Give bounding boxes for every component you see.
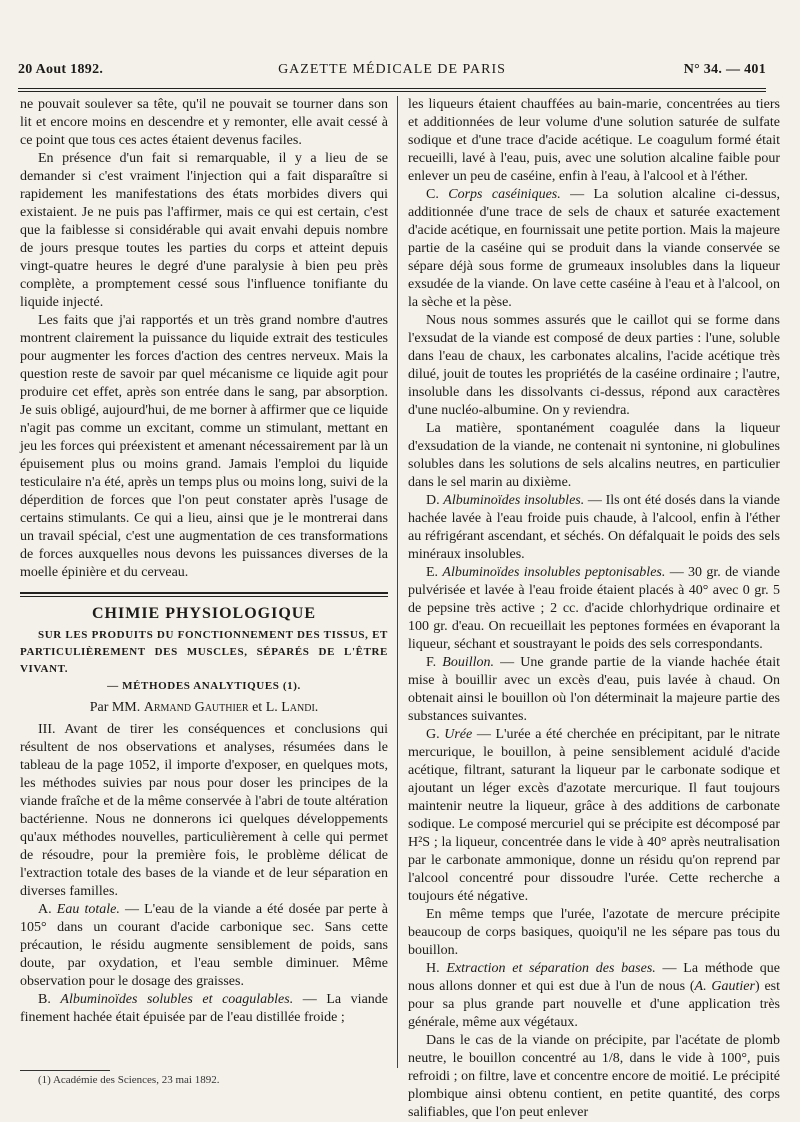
footnote-rule [20,1070,110,1071]
subsection-title: Albuminoïdes solubles et coagulables. [60,992,294,1007]
subsection-title: Bouillon. [442,655,495,670]
paragraph-d: D. Albuminoïdes insolubles. — Ils ont été dosés dans la viande hachée lavée à l'eau froide puis chaude, à l'alcool, enfin à l'éther au réfrigérant ascendant, et séchés. On défalquait le poids des sels minéraux insolubles. [408,493,781,562]
article-authors [20,699,388,717]
paragraph: En présence d'un fait si remarquable, il y a lieu de se demander si c'est vraiment l'injection qui a fait disparaître si rapidement les manifestations des états morbides divers qui existaient. Je ne puis pas l'affirmer, mais ce qui est certain, c'est que la faiblesse si considérable qui avait envahi depuis nombre de jours presque toutes les parties du corps et atteint depuis vingt-quatre heures le degré d'une paralysie à bien peu près complète, a promptement cessé sous l'influence tonifiante du liquide injecté. [20,151,388,310]
authors-prefix: Par MM. [89,700,141,715]
column-divider [397,96,398,1068]
issue-page-number: N° 34. — 401 [683,62,766,77]
author-reference: A. Gautier [694,979,755,994]
right-column [408,96,781,1120]
left-column [20,96,388,1080]
paragraph-e: E. Albuminoïdes insolubles peptonisables. — 30 gr. de viande pulvérisée et lavée à l'eau froide étaient placés à 40° avec 0 gr. 5 de pepsine très active ; 2 cc. d'acide chlorhydrique ordinaire et 100 gr. d'eau. On recueillait les peptones formées en évaporant la liqueur, séchant et soustrayant le poids des sels correspondants. [408,565,780,652]
paragraph: En même temps que l'urée, l'azotate de mercure précipite beaucoup de corps basiques, quoiqu'il ne les sépare pas tous du bouillon. [408,907,780,958]
header-rule [18,88,766,92]
paragraph-h: H. Extraction et séparation des bases. — La méthode que nous allons donner et qui est due à l'un de nous (A. Gautier) est pour sa plus grande part nouvelle et d'une application très générale, même aux végétaux. [408,961,781,1030]
paragraph: Les faits que j'ai rapportés et un très grand nombre d'autres montrent clairement la puissance du liquide extrait des testicules pour augmenter les forces d'action des centres nerveux. Mais la question reste de savoir par quel mécanisme ce liquide agit pour produire cet effet, après son entrée dans le sang, par absorption. Je suis obligé, aujourd'hui, de me borner à affirmer que ce liquide n'agit pas comme un excitant, comme un stimulant, mettant en jeu les forces qui préexistent et amenant nécessairement par là un épuisement plus ou moins grand. Jamais l'emploi du liquide testiculaire n'a été, après un temps plus ou moins long, suivi de la déperdition de forces que l'on peut constater après l'usage de certains stimulants. Ce qui a lieu, ainsi que je le montrerai dans un travail spécial, c'est une augmentation de ces transformations de forces auxquelles nous devons les puissances diverses de la moelle épinière et du cerveau. [20,313,388,580]
authors-conjunction: et [252,700,263,715]
section-title: CHIMIE PHYSIOLOGIQUE [91,605,317,622]
journal-title: GAZETTE MÉDICALE DE PARIS [278,62,506,77]
subsection-title: Corps caséiniques. [448,187,561,202]
paragraph: les liqueurs étaient chauffées au bain-marie, concentrées au tiers et additionnées de leur volume d'une solution saturée de sulfate sodique et d'une trace d'acide acétique. Le coagulum formé était recueilli, lavé à l'eau, puis, avec une solution alcaline faible pour enlever un peu de caséine, enfin à l'eau, à l'alcool et à l'éther. [408,97,780,184]
paragraph: ne pouvait soulever sa tête, qu'il ne pouvait se tourner dans son lit et encore moins en descendre et y remonter, elle avait cessé à ce point que tous ces actes étaient devenus faciles. [20,97,388,148]
subsection-title: Urée [444,727,473,742]
issue-date: 20 Aout 1892. [18,62,104,77]
paragraph: Nous nous sommes assurés que le caillot qui se forme dans l'exsudat de la viande est composé de deux parties : l'une, soluble dans l'eau de chaux, les carbonates alcalins, l'acide acétique très dilué, jouit de toutes les propriétés de la caséine ordinaire ; l'autre, insoluble dans les dissolvants ci-dessus, répond aux caractères d'une nucléo-albumine. On y reviendra. [408,313,780,418]
paragraph: Dans le cas de la viande on précipite, par l'acétate de plomb neutre, le bouillon concentré au 1/8, dans le vide à 100°, puis refroidi ; on filtre, lave et concentre encore de moitié. Le précipité plombique ainsi obtenu contient, en petite quantité, des corps salifiables, que l'on peut enlever [408,1033,780,1120]
article-subtitle-end: — MÉTHODES ANALYTIQUES (1). [107,680,301,692]
paragraph-f: F. Bouillon. — Une grande partie de la viande hachée était mise à bouillir avec un excès d'eau, puis lavée à chaud. On obtenait ainsi le bouillon où l'on déterminait la majeure partie des substances suivantes. [408,655,780,724]
paragraph-b: B. Albuminoïdes solubles et coagulables. — La viande finement hachée était épuisée par de l'eau distillée froide ; [20,992,388,1025]
paragraph: III. Avant de tirer les conséquences et conclusions qui résultent de nos observations et analyses, résumées dans le tableau de la page 1052, il importe d'exposer, en quelques mots, les méthodes suivies par nous pour doser les principes de la viande fraîche et de la même conservée à l'abri de toute altération bactérienne. Nous ne donnerons ici quelques développements qu'aux méthodes nouvelles, particulièrement à celle qui permet de résoudre, pour la première fois, le problème délicat de l'extraction totale des bases de la viande et de leur séparation en diverses familles. [20,722,388,899]
running-head [18,62,766,82]
footnote: (1) Académie des Sciences, 23 mai 1892. [38,1074,220,1086]
paragraph: La matière, spontanément coagulée dans la liqueur d'exsudation de la viande, ne contenait ni syntonine, ni globulines solubles dans les solutions de sels alcalins neutres, en particulier dans le sel marin au dixième. [408,421,780,490]
section-separator [20,592,388,597]
subsection-title: Eau totale. [56,902,120,917]
subsection-title: Extraction et séparation des bases. [446,961,656,976]
paragraph-g: G. Urée — L'urée a été cherchée en précipitant, par le nitrate mercurique, le bouillon, à peine sensiblement acidulé d'acide acétique, filtrant, saturant la liqueur par le carbonate sodique et ajoutant un léger excès d'azotate mercurique. Il faut toujours maintenir neutre la liqueur, grâce à des additions de carbonate sodique. Le composé mercuriel qui se précipite est décomposé par H²S ; la liqueur, concentrée dans le vide à 40° après neutralisation par le carbonate ammonique, donne un résidu qu'on reprend par l'alcool concentré pour dissoudre l'urée. Cette recherche a toujours été négative. [408,727,780,904]
author-name: Armand Gauthier [143,700,249,715]
paragraph-c: C. Corps caséiniques. — La solution alcaline ci-dessus, additionnée d'une trace de sels de chaux et saturée exactement d'acide acétique, en fournissait une petite portion. Mais la majeure partie de la caséine qui se produit dans la viande conservée se sépare déjà sous forme de grumeaux insolubles dans la liqueur exsudée de la viande. On lave cette caséine à l'eau et à l'alcool, on la sèche et la pèse. [408,187,781,310]
paragraph-a: A. Eau totale. — L'eau de la viande a été dosée par perte à 105° dans un courant d'acide carbonique sec. Sans cette précaution, le résidu augmente sensiblement de poids, sans doute, par oxydation, et l'eau semble diminuer. Même observation pour le dosage des graisses. [20,902,388,989]
subsection-title: Albuminoïdes insolubles peptonisables. [442,565,666,580]
subsection-title: Albuminoïdes insolubles. [443,493,585,508]
article-subtitle: SUR LES PRODUITS DU FONCTIONNEMENT DES TISSUS, ET PARTICULIÈREMENT DES MUSCLES, SÉPARÉS DE L'ÊTRE VIVANT. [20,629,388,675]
author-name: L. Landi. [265,700,319,715]
